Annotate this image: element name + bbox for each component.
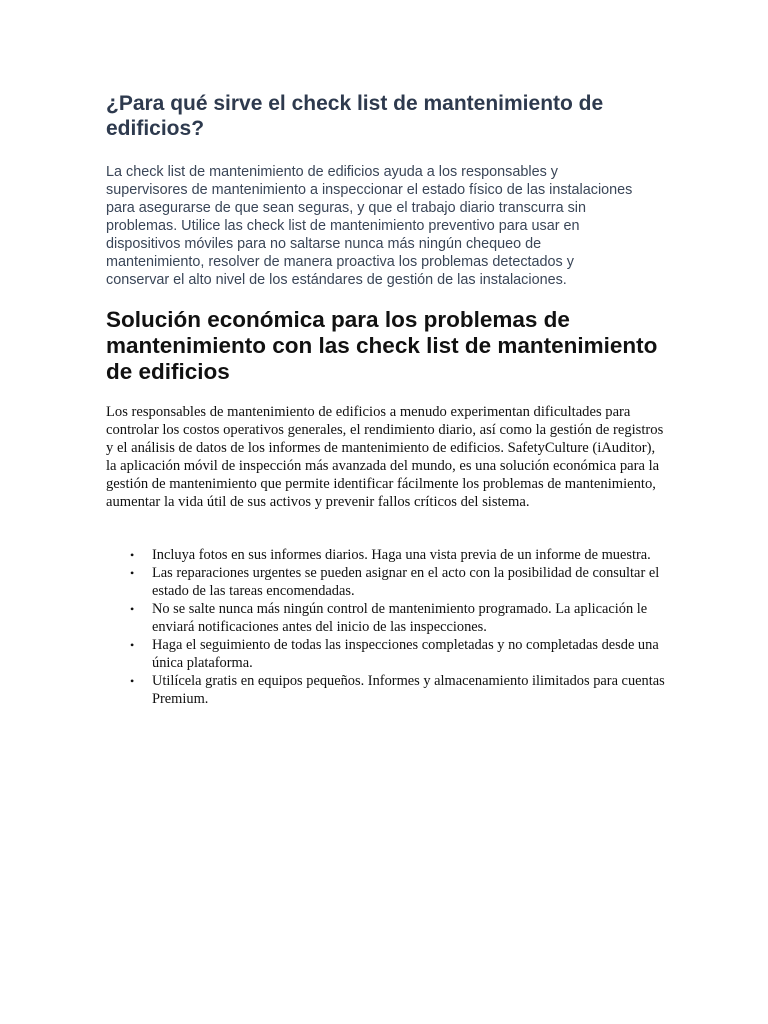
list-item-text: Haga el seguimiento de todas las inspecciones completadas y no completadas desde una única plataforma. — [152, 637, 659, 671]
list-item-text: No se salte nunca más ningún control de mantenimiento programado. La aplicación le enviará notificaciones antes del inicio de las inspecciones. — [152, 601, 648, 635]
bullet-icon: • — [130, 566, 135, 580]
list-item-text: Utilícela gratis en equipos pequeños. Informes y almacenamiento ilimitados para cuentas Premium. — [152, 673, 665, 707]
list-item — [106, 636, 666, 672]
solution-paragraph: Los responsables de mantenimiento de edificios a menudo experimentan dificultades para controlar los costos operativos generales, el rendimiento diario, así como la gestión de registros y el análisis de datos de los informes de mantenimiento de edificios. SafetyCulture (iAuditor), la aplicación móvil de inspección más avanzada del mundo, es una solución económica para la gestión de mantenimiento que permite identificar fácilmente los problemas de mantenimiento, aumentar la vida útil de sus activos y prevenir fallos críticos del sistema. — [106, 404, 664, 510]
list-item — [106, 672, 666, 708]
list-item — [106, 600, 666, 636]
bullet-icon: • — [130, 674, 135, 688]
list-item — [106, 564, 666, 600]
feature-bullet-list — [106, 546, 666, 708]
list-item-text: Incluya fotos en sus informes diarios. Haga una vista previa de un informe de muestra. — [152, 547, 651, 563]
bullet-icon: • — [130, 638, 135, 652]
bullet-icon: • — [130, 602, 135, 616]
list-item-text: Las reparaciones urgentes se pueden asignar en el acto con la posibilidad de consultar el estado de las tareas encomendadas. — [152, 565, 660, 599]
section-heading-solution: Solución económica para los problemas de mantenimiento con las check list de mantenimiento de edificios — [106, 307, 658, 384]
section-heading-purpose: ¿Para qué sirve el check list de mantenimiento de edificios? — [106, 92, 604, 140]
bullet-icon: • — [130, 548, 135, 562]
intro-paragraph: La check list de mantenimiento de edificios ayuda a los responsables y supervisores de mantenimiento a inspeccionar el estado físico de las instalaciones para asegurarse de que sean seguras, y que el trabajo diario transcurra sin problemas. Utilice las check list de mantenimiento preventivo para usar en dispositivos móviles para no saltarse nunca más ningún chequeo de mantenimiento, resolver de manera proactiva los problemas detectados y conservar el alto nivel de los estándares de gestión de las instalaciones. — [106, 164, 633, 288]
list-item — [106, 546, 666, 564]
